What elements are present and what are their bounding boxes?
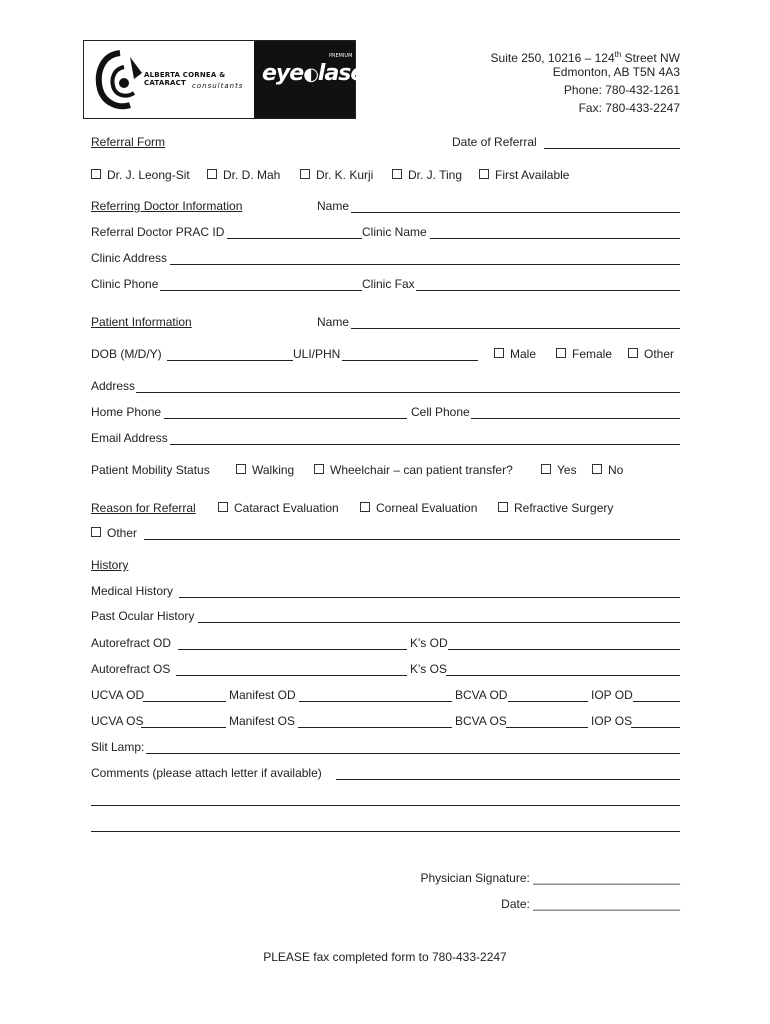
autorefract-od-field[interactable]: [178, 649, 407, 650]
email-field[interactable]: [170, 444, 680, 445]
home-phone-label: Home Phone: [91, 405, 162, 419]
mobility-walking-option[interactable]: Walking: [236, 463, 294, 478]
prac-id-label: Referral Doctor PRAC ID: [91, 225, 225, 239]
past-ocular-label: Past Ocular History: [91, 609, 195, 623]
uli-field[interactable]: [342, 360, 478, 361]
referring-heading: Referring Doctor Information: [91, 199, 243, 213]
comments-field-line1[interactable]: [336, 779, 680, 780]
medical-history-label: Medical History: [91, 584, 174, 598]
clinic-name-field[interactable]: [430, 238, 680, 239]
checkbox-icon[interactable]: [218, 502, 228, 512]
manifest-os-field[interactable]: [298, 727, 452, 728]
bcva-od-field[interactable]: [508, 701, 588, 702]
history-heading: History: [91, 558, 129, 572]
checkbox-icon[interactable]: [541, 464, 551, 474]
logo-brand-line2: consultants: [192, 82, 244, 90]
physician-signature-field[interactable]: Physician Signature: ______________________: [420, 871, 680, 885]
sex-option-male[interactable]: Male: [494, 347, 536, 362]
mobility-wheelchair-option[interactable]: Wheelchair – can patient transfer?: [314, 463, 513, 478]
checkbox-icon[interactable]: [91, 169, 101, 179]
doctor-option-mah[interactable]: Dr. D. Mah: [207, 168, 280, 183]
address-fax: Fax: 780-433-2247: [578, 101, 680, 115]
logo-emblem-icon: [90, 45, 150, 115]
manifest-od-field[interactable]: [299, 701, 452, 702]
ks-os-label: K's OS: [410, 662, 447, 676]
ucva-os-label: UCVA OS: [91, 714, 144, 728]
uli-label: ULI/PHN: [293, 347, 341, 361]
doctor-option-ting[interactable]: Dr. J. Ting: [392, 168, 462, 183]
manifest-os-label: Manifest OS: [229, 714, 296, 728]
sex-option-other[interactable]: Other: [628, 347, 674, 362]
logo-eye-text: eye◐laser: [262, 61, 375, 86]
prac-id-field[interactable]: [227, 238, 362, 239]
ucva-od-field[interactable]: [143, 701, 226, 702]
date-of-referral-field[interactable]: [544, 148, 680, 149]
reason-refractive-option[interactable]: Refractive Surgery: [498, 501, 613, 516]
checkbox-icon[interactable]: [592, 464, 602, 474]
logo-left-panel: [84, 41, 254, 118]
doctor-option-kurji[interactable]: Dr. K. Kurji: [300, 168, 373, 183]
reason-cataract-option[interactable]: Cataract Evaluation: [218, 501, 339, 516]
iop-os-field[interactable]: [631, 727, 680, 728]
reason-other-field[interactable]: [144, 539, 680, 540]
ks-os-field[interactable]: [446, 675, 680, 676]
footer-fax-note: PLEASE fax completed form to 780-433-2247: [263, 950, 507, 964]
logo-brand-line1: ALBERTA CORNEA & CATARACT: [144, 71, 226, 87]
checkbox-icon[interactable]: [207, 169, 217, 179]
logo-premium-text: PREMIUM: [329, 53, 353, 59]
autorefract-os-field[interactable]: [176, 675, 407, 676]
doctor-option-first-available[interactable]: First Available: [479, 168, 569, 183]
clinic-fax-label: Clinic Fax: [362, 277, 415, 291]
reason-heading: Reason for Referral: [91, 501, 196, 515]
checkbox-icon[interactable]: [91, 527, 101, 537]
checkbox-icon[interactable]: [556, 348, 566, 358]
patient-address-label: Address: [91, 379, 136, 393]
checkbox-icon[interactable]: [392, 169, 402, 179]
slit-lamp-field[interactable]: [146, 753, 680, 754]
checkbox-icon[interactable]: [494, 348, 504, 358]
patient-name-field[interactable]: [351, 328, 680, 329]
checkbox-icon[interactable]: [498, 502, 508, 512]
cell-phone-field[interactable]: [471, 418, 680, 419]
ucva-os-field[interactable]: [141, 727, 226, 728]
dob-label: DOB (M/D/Y): [91, 347, 162, 361]
dob-field[interactable]: [167, 360, 293, 361]
patient-heading: Patient Information: [91, 315, 192, 329]
patient-address-field[interactable]: [136, 392, 680, 393]
past-ocular-field[interactable]: [198, 622, 680, 623]
comments-field-line2[interactable]: [91, 805, 680, 806]
iop-os-label: IOP OS: [591, 714, 633, 728]
clinic-fax-field[interactable]: [416, 290, 680, 291]
transfer-yes-option[interactable]: Yes: [541, 463, 577, 478]
bcva-od-label: BCVA OD: [455, 688, 508, 702]
iop-od-field[interactable]: [633, 701, 680, 702]
sex-option-female[interactable]: Female: [556, 347, 612, 362]
address-line1: Suite 250, 10216 – 124th Street NW: [490, 50, 680, 65]
reason-other-option[interactable]: Other: [91, 526, 137, 541]
checkbox-icon[interactable]: [314, 464, 324, 474]
manifest-od-label: Manifest OD: [229, 688, 296, 702]
email-label: Email Address: [91, 431, 168, 445]
checkbox-icon[interactable]: [236, 464, 246, 474]
iop-od-label: IOP OD: [591, 688, 633, 702]
patient-name-label: Name: [317, 315, 350, 329]
clinic-name-label: Clinic Name: [362, 225, 427, 239]
home-phone-field[interactable]: [164, 418, 407, 419]
bcva-os-label: BCVA OS: [455, 714, 507, 728]
checkbox-icon[interactable]: [479, 169, 489, 179]
reason-corneal-option[interactable]: Corneal Evaluation: [360, 501, 477, 516]
medical-history-field[interactable]: [179, 597, 680, 598]
referring-name-field[interactable]: [351, 212, 680, 213]
slit-lamp-label: Slit Lamp:: [91, 740, 145, 754]
form-title: Referral Form: [91, 135, 166, 149]
signature-date-field[interactable]: Date: ______________________: [501, 897, 680, 911]
referring-name-label: Name: [317, 199, 350, 213]
autorefract-os-label: Autorefract OS: [91, 662, 171, 676]
address-phone: Phone: 780-432-1261: [563, 83, 680, 97]
ks-od-label: K's OD: [410, 636, 448, 650]
mobility-label: Patient Mobility Status: [91, 463, 210, 477]
clinic-phone-label: Clinic Phone: [91, 277, 159, 291]
transfer-no-option[interactable]: No: [592, 463, 623, 478]
checkbox-icon[interactable]: [628, 348, 638, 358]
ucva-od-label: UCVA OD: [91, 688, 145, 702]
autorefract-od-label: Autorefract OD: [91, 636, 172, 650]
checkbox-icon[interactable]: [360, 502, 370, 512]
date-of-referral-label: Date of Referral: [452, 135, 537, 149]
clinic-address-label: Clinic Address: [91, 251, 168, 265]
ks-od-field[interactable]: [448, 649, 680, 650]
clinic-address-field[interactable]: [170, 264, 680, 265]
clinic-logo: [83, 40, 375, 119]
bcva-os-field[interactable]: [506, 727, 588, 728]
clinic-phone-field[interactable]: [160, 290, 362, 291]
checkbox-icon[interactable]: [300, 169, 310, 179]
comments-field-line3[interactable]: [91, 831, 680, 832]
address-line2: Edmonton, AB T5N 4A3: [552, 65, 680, 79]
doctor-option-leong-sit[interactable]: Dr. J. Leong-Sit: [91, 168, 190, 183]
cell-phone-label: Cell Phone: [411, 405, 470, 419]
comments-label: Comments (please attach letter if available): [91, 766, 322, 780]
